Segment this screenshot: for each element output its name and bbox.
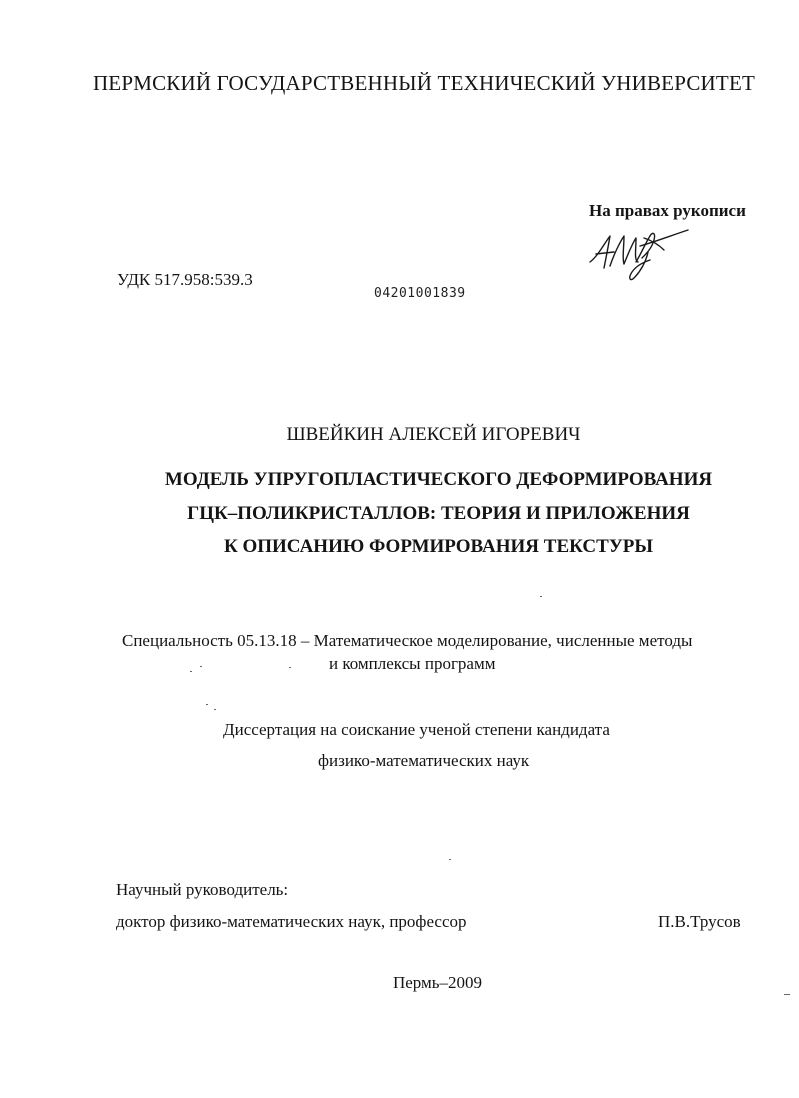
udc-code: УДК 517.958:539.3 — [117, 270, 253, 289]
title-line-1: МОДЕЛЬ УПРУГОПЛАСТИЧЕСКОГО ДЕФОРМИРОВАНИЯ — [164, 469, 713, 490]
specialty-line-1: Специальность 05.13.18 – Математическое моделирование, численные методы — [122, 631, 693, 650]
manuscript-note: На правах рукописи — [589, 201, 746, 220]
scan-speck — [200, 666, 202, 667]
scan-speck — [449, 859, 451, 860]
scan-speck — [289, 667, 291, 668]
handwritten-signature-icon — [584, 222, 694, 288]
scan-speck — [214, 709, 216, 710]
author-name: ШВЕЙКИН АЛЕКСЕЙ ИГОРЕВИЧ — [286, 424, 581, 445]
title-line-2: ГЦК–ПОЛИКРИСТАЛЛОВ: ТЕОРИЯ И ПРИЛОЖЕНИЯ — [187, 503, 690, 524]
inventory-number: 04201001839 — [374, 286, 466, 301]
advisor-degree: доктор физико-математических наук, профессор — [116, 912, 467, 931]
title-line-3: К ОПИСАНИЮ ФОРМИРОВАНИЯ ТЕКСТУРЫ — [223, 536, 654, 557]
dissertation-line-2: физико-математических наук — [318, 751, 530, 770]
university-name: ПЕРМСКИЙ ГОСУДАРСТВЕННЫЙ ТЕХНИЧЕСКИЙ УНИВЕРСИТЕТ — [92, 71, 755, 95]
city-year: Пермь–2009 — [392, 973, 483, 992]
scan-speck — [190, 671, 192, 672]
advisor-label: Научный руководитель: — [116, 880, 289, 899]
advisor-name: П.В.Трусов — [658, 912, 741, 931]
specialty-line-2: и комплексы программ — [329, 654, 496, 673]
dissertation-line-1: Диссертация на соискание ученой степени кандидата — [223, 720, 610, 739]
scan-speck — [540, 596, 542, 597]
scan-speck — [784, 994, 790, 995]
scan-speck — [206, 704, 208, 705]
